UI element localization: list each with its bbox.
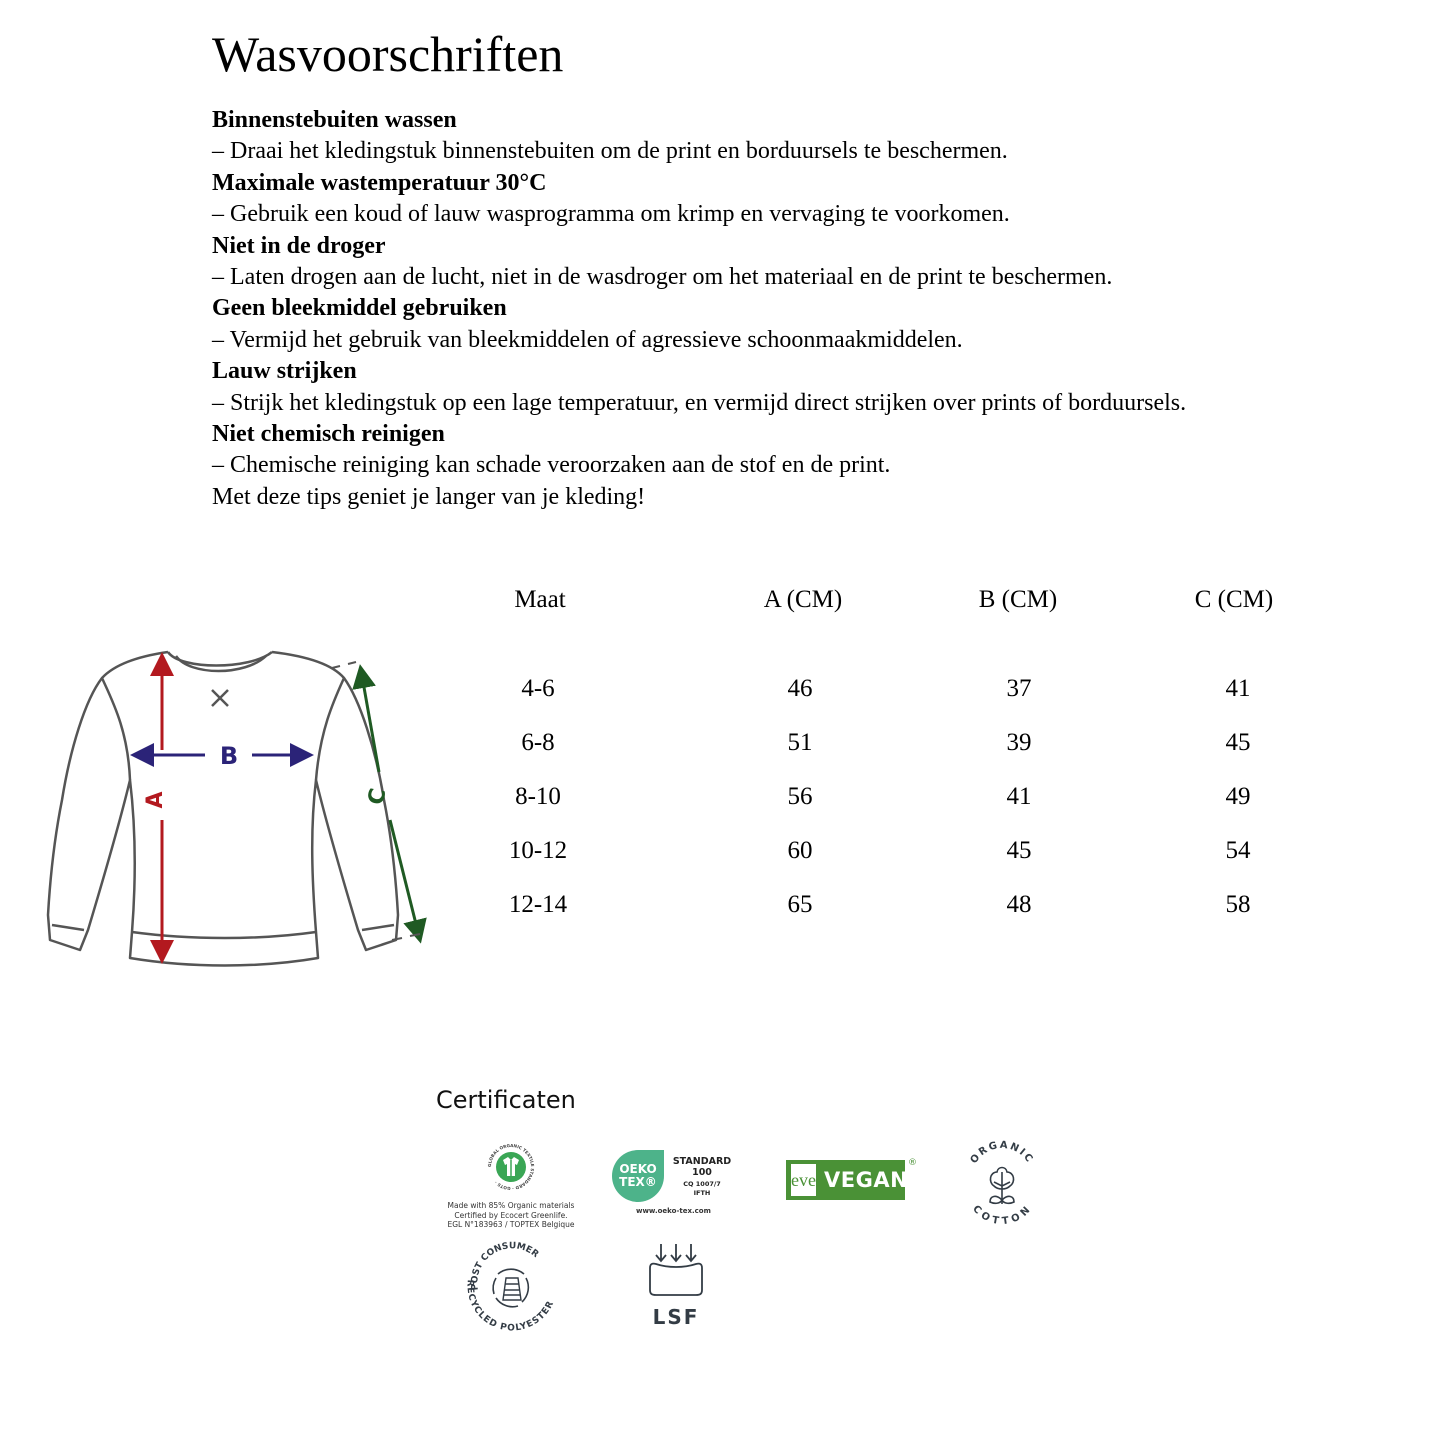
care-heading: Maximale wastemperatuur 30°C xyxy=(212,169,547,196)
sweater-outline xyxy=(48,652,398,966)
table-cell-b: 48 xyxy=(1006,891,1032,918)
oeko-tex-badge xyxy=(612,1150,664,1202)
certificates-title: Certificaten xyxy=(436,1086,576,1114)
table-cell-c: 49 xyxy=(1225,783,1251,810)
eve-mark: eve xyxy=(789,1162,818,1198)
table-cell-b: 45 xyxy=(1006,837,1032,864)
table-header: Maat xyxy=(514,586,566,613)
gots-logo xyxy=(446,1138,576,1230)
care-text: – Draai het kledingstuk binnenstebuiten om de print en borduursels te beschermen. xyxy=(212,138,1008,165)
cotton-flower-icon xyxy=(990,1168,1014,1205)
table-header: B (CM) xyxy=(978,586,1058,613)
recycled-polyester-logo xyxy=(464,1240,560,1336)
lsf-label: LSF xyxy=(652,1305,700,1329)
table-cell-size: 8-10 xyxy=(515,783,561,810)
table-cell-size: 6-8 xyxy=(521,729,555,756)
table-cell-size: 4-6 xyxy=(521,675,555,702)
measure-c-label: C xyxy=(363,786,392,808)
measure-a-label: A xyxy=(143,791,168,809)
table-cell-b: 39 xyxy=(1006,729,1032,756)
table-cell-a: 56 xyxy=(787,783,813,810)
oeko-institute: IFTH xyxy=(693,1189,711,1197)
table-header: A (CM) xyxy=(763,586,843,613)
gots-emblem-icon xyxy=(446,1138,576,1196)
oeko-tex-logo xyxy=(610,1150,740,1220)
organic-text: ORGANIC xyxy=(968,1139,1036,1166)
yarn-spool-icon xyxy=(503,1278,521,1300)
recycle-arrows-icon xyxy=(493,1269,528,1307)
care-heading: Lauw strijken xyxy=(212,358,357,385)
table-cell-a: 65 xyxy=(787,891,813,918)
oeko-url: www.oeko-tex.com xyxy=(636,1207,711,1215)
gots-ring-text: GLOBAL ORGANIC TEXTILE STANDARD · GOTS · xyxy=(486,1142,536,1192)
recycled-polyester-text: RECYCLED POLYESTER xyxy=(464,1279,556,1334)
svg-text:COTTON xyxy=(970,1204,1034,1228)
oeko-code: CQ 1007/7 xyxy=(683,1180,721,1188)
table-cell-c: 41 xyxy=(1225,675,1251,702)
lsf-compression-icon xyxy=(640,1240,712,1298)
svg-text:ORGANIC xyxy=(969,1140,1036,1166)
measure-b-label: B xyxy=(219,742,239,770)
oeko-text: OEKO xyxy=(619,1162,657,1176)
lsf-logo xyxy=(640,1240,712,1332)
tex-text: TEX® xyxy=(619,1175,657,1189)
table-cell-c: 54 xyxy=(1225,837,1251,864)
table-cell-size: 10-12 xyxy=(508,837,568,864)
gots-line: EGL N°183963 / TOPTEX Belgique xyxy=(447,1220,575,1229)
vegan-word: VEGAN xyxy=(823,1168,909,1192)
care-heading: Binnenstebuiten wassen xyxy=(212,107,457,133)
page-title: Wasvoorschriften xyxy=(212,26,564,82)
care-text: – Strijk het kledingstuk op een lage temperatuur, en vermijd direct strijken over prints of borduursels. xyxy=(212,389,1187,416)
oeko-standard: STANDARD xyxy=(672,1156,732,1167)
care-heading: Geen bleekmiddel gebruiken xyxy=(212,295,507,322)
table-cell-a: 51 xyxy=(787,729,813,756)
care-text: – Laten drogen aan de lucht, niet in de wasdroger om het materiaal en de print te beschermen. xyxy=(212,264,1113,291)
oeko-number: 100 xyxy=(692,1167,712,1178)
closing-text: Met deze tips geniet je langer van je kleding! xyxy=(212,483,646,510)
gots-line: Made with 85% Organic materials xyxy=(447,1201,575,1210)
table-cell-a: 60 xyxy=(787,837,813,864)
sweater-measurement-diagram xyxy=(40,640,440,975)
table-cell-b: 37 xyxy=(1006,675,1032,702)
care-heading: Niet in de droger xyxy=(212,232,386,259)
vegan-logo xyxy=(786,1158,921,1202)
table-header: C (CM) xyxy=(1194,586,1274,613)
care-instructions xyxy=(212,105,1412,513)
table-cell-a: 46 xyxy=(787,675,813,702)
care-text: – Vermijd het gebruik van bleekmiddelen of agressieve schoonmaakmiddelen. xyxy=(212,326,963,353)
registered-mark: ® xyxy=(908,1158,917,1168)
care-heading: Niet chemisch reinigen xyxy=(212,421,445,448)
table-cell-size: 12-14 xyxy=(508,891,568,918)
care-text: – Chemische reiniging kan schade veroorzaken aan de stof en de print. xyxy=(212,452,891,479)
table-cell-c: 45 xyxy=(1225,729,1251,756)
post-consumer-text: POST CONSUMER xyxy=(470,1241,541,1291)
cotton-text: COTTON xyxy=(969,1203,1035,1228)
table-cell-b: 41 xyxy=(1006,783,1032,810)
gots-line: Certified by Ecocert Greenlife. xyxy=(454,1210,568,1220)
organic-cotton-logo xyxy=(962,1138,1042,1228)
table-cell-c: 58 xyxy=(1225,891,1251,918)
care-text: – Gebruik een koud of lauw wasprogramma om krimp en vervaging te voorkomen. xyxy=(212,201,1010,228)
